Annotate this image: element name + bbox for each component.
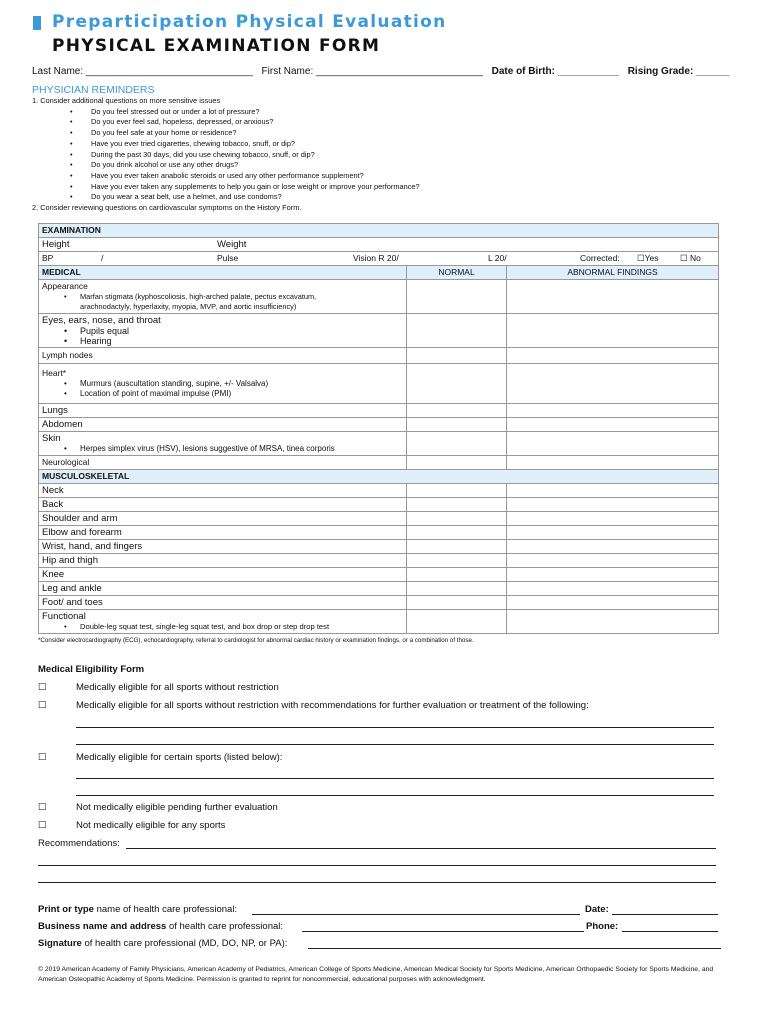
recommendations-label: Recommendations:: [38, 838, 120, 849]
reminder-bullet: • Have you ever tried cigarettes, chewing tobacco, snuff, or dip?: [32, 139, 732, 150]
normal-cell[interactable]: [407, 280, 507, 314]
examination-header: EXAMINATION: [39, 224, 719, 238]
reminders-title: PHYSICIAN REMINDERS: [32, 84, 155, 96]
recommendations-line[interactable]: [38, 882, 716, 883]
date-field[interactable]: [612, 914, 718, 915]
normal-cell[interactable]: [407, 364, 507, 404]
form-title: PHYSICAL EXAMINATION FORM: [52, 36, 381, 56]
heart-cell: [39, 364, 407, 404]
normal-cell[interactable]: [407, 456, 507, 470]
msk-item: Hip and thigh: [39, 554, 407, 568]
msk-item: Shoulder and arm: [39, 512, 407, 526]
functional-cell: [39, 610, 407, 634]
skin-bullet: • Herpes simplex virus (HSV), lesions suggestive of MRSA, tinea corporis: [42, 444, 403, 454]
checkbox-icon[interactable]: ☐: [38, 752, 47, 763]
heart-label: Heart*: [42, 368, 67, 378]
reminder-bullet: • Do you ever feel sad, hopeless, depressed, or anxious?: [32, 117, 732, 128]
abnormal-cell[interactable]: [507, 568, 719, 582]
eligible-certain-option[interactable]: [38, 752, 718, 766]
checkbox-icon: ☐: [680, 253, 688, 263]
yes-label: Yes: [644, 253, 659, 263]
option-label: Not medically eligible for any sports: [76, 820, 226, 831]
abnormal-cell[interactable]: [507, 526, 719, 540]
msk-item: Knee: [39, 568, 407, 582]
abnormal-cell[interactable]: [507, 498, 719, 512]
reminder-bullet: • Do you wear a seat belt, use a helmet, and use condoms?: [32, 192, 732, 203]
msk-item: Leg and ankle: [39, 582, 407, 596]
copyright-notice: © 2019 American Academy of Family Physicians, American Academy of Pediatrics, American College of Sports Medicine, American Medical Society for Sports Medicine, American Orthopaedic Society for Sports Medicine, and American Osteopathic Academy of Sports Medicine. Permission is granted to reprint for noncommercial, educational purposes with acknowledgment.: [38, 966, 714, 983]
checkbox-icon[interactable]: ☐: [38, 682, 47, 693]
functional-bullet: • Double-leg squat test, single-leg squat test, and box drop or step drop test: [42, 622, 403, 632]
msk-header: MUSCULOSKELETAL: [39, 470, 719, 484]
recommendation-line[interactable]: [76, 744, 714, 745]
abnormal-cell[interactable]: [507, 582, 719, 596]
eligible-all-option[interactable]: [38, 682, 718, 696]
functional-label: Functional: [42, 611, 86, 622]
business-label: of health care professional:: [166, 921, 284, 932]
abnormal-header: ABNORMAL FINDINGS: [507, 266, 719, 280]
appearance-cell: [39, 280, 407, 314]
sports-line[interactable]: [76, 778, 714, 779]
business-field[interactable]: [302, 931, 584, 932]
print-label-bold: Print or type: [38, 904, 94, 915]
phone-label: Phone:: [586, 921, 619, 932]
reminder-bullet: • During the past 30 days, did you use chewing tobacco, snuff, or dip?: [32, 150, 732, 161]
normal-cell[interactable]: [407, 314, 507, 348]
signature-field[interactable]: [308, 948, 721, 949]
first-name-field[interactable]: First Name: ______________________________: [261, 66, 483, 77]
abnormal-cell[interactable]: [507, 404, 719, 418]
normal-cell[interactable]: [407, 348, 507, 364]
skin-label: Skin: [42, 433, 61, 444]
normal-cell[interactable]: [407, 610, 507, 634]
date-label: Date:: [585, 904, 609, 915]
skin-cell: [39, 432, 407, 456]
option-label: Medically eligible for all sports without restriction: [76, 682, 279, 693]
heart-bullet: • Murmurs (auscultation standing, supine, +/- Valsalva): [42, 379, 403, 389]
abnormal-cell[interactable]: [507, 540, 719, 554]
heart-bullet: • Location of point of maximal impulse (PMI): [42, 389, 403, 399]
msk-item: Foot/ and toes: [39, 596, 407, 610]
normal-cell[interactable]: [407, 568, 507, 582]
cardiac-footnote: *Consider electrocardiography (ECG), echocardiography, referral to cardiologist for abnormal cardiac history or examination findings, or a combination of those.: [38, 637, 474, 644]
eligibility-title: Medical Eligibility Form: [38, 664, 145, 675]
abnormal-cell[interactable]: [507, 364, 719, 404]
vitals-row[interactable]: [39, 252, 719, 266]
height-weight-row[interactable]: [39, 238, 719, 252]
reminder-bullet: • Do you feel safe at your home or residence?: [32, 128, 732, 139]
msk-item: Wrist, hand, and fingers: [39, 540, 407, 554]
patient-id-line: [32, 66, 730, 77]
abnormal-cell[interactable]: [507, 418, 719, 432]
option-label: Medically eligible for certain sports (listed below):: [76, 752, 283, 763]
eyes-label: Eyes, ears, nose, and throat: [42, 315, 161, 326]
reminder-bullet: • Do you drink alcohol or use any other drugs?: [32, 160, 732, 171]
recommendation-line[interactable]: [76, 727, 714, 728]
normal-cell[interactable]: [407, 582, 507, 596]
eyes-bullet: • Pupils equal: [42, 326, 403, 336]
msk-item: Neck: [39, 484, 407, 498]
normal-cell[interactable]: [407, 596, 507, 610]
lymph-label: Lymph nodes: [39, 348, 407, 364]
no-label: No: [690, 253, 701, 263]
header-accent-bar: [33, 16, 41, 30]
normal-cell[interactable]: [407, 484, 507, 498]
neuro-label: Neurological: [39, 456, 407, 470]
reminder-bullet: • Have you ever taken anabolic steroids or used any other performance supplement?: [32, 171, 732, 182]
grade-field[interactable]: Rising Grade: ______: [627, 66, 730, 77]
abnormal-cell[interactable]: [507, 512, 719, 526]
abnormal-cell[interactable]: [507, 280, 719, 314]
not-eligible-pending-option[interactable]: [38, 802, 718, 816]
option-label: Medically eligible for all sports without restriction with recommendations for further evaluation or treatment of the following:: [76, 700, 589, 711]
weight-label: Weight: [217, 239, 247, 250]
option-label: Not medically eligible pending further evaluation: [76, 802, 278, 813]
normal-cell[interactable]: [407, 404, 507, 418]
reminder-item-2: 2. Consider reviewing questions on cardiovascular symptoms on the History Form.: [32, 203, 302, 213]
abnormal-cell[interactable]: [507, 554, 719, 568]
checkbox-icon[interactable]: ☐: [38, 700, 47, 711]
checkbox-icon[interactable]: ☐: [38, 802, 47, 813]
corrected-no-checkbox[interactable]: [680, 253, 701, 264]
abnormal-cell[interactable]: [507, 596, 719, 610]
signature-label: of health care professional (MD, DO, NP, or PA):: [81, 938, 288, 949]
dob-field[interactable]: Date of Birth: ___________: [491, 66, 619, 77]
normal-cell[interactable]: [407, 512, 507, 526]
examination-table: [38, 223, 719, 634]
appearance-label: Appearance: [42, 281, 88, 291]
normal-cell[interactable]: [407, 540, 507, 554]
normal-cell[interactable]: [407, 418, 507, 432]
corrected-yes-checkbox[interactable]: [637, 253, 659, 264]
recommendations-line[interactable]: [126, 848, 716, 849]
not-eligible-any-option[interactable]: [38, 820, 718, 834]
business-label-bold: Business name and address: [38, 921, 167, 932]
phone-field[interactable]: [622, 931, 718, 932]
print-name-row: [38, 904, 237, 915]
abnormal-cell[interactable]: [507, 610, 719, 634]
corrected-label: Corrected:: [580, 253, 620, 263]
last-name-field[interactable]: Last Name: ______________________________: [32, 66, 253, 77]
abnormal-cell[interactable]: [507, 314, 719, 348]
appearance-bullet-cont: arachnodactyly, hyperlaxity, myopia, MVP, and aortic insufficiency): [80, 301, 297, 311]
business-row: [38, 921, 283, 932]
msk-item: Back: [39, 498, 407, 512]
msk-item: Elbow and forearm: [39, 526, 407, 540]
abnormal-cell[interactable]: [507, 484, 719, 498]
reminder-bullet: • Do you feel stressed out or under a lot of pressure?: [32, 107, 732, 118]
recommendations-line[interactable]: [38, 865, 716, 866]
vision-r-label: Vision R 20/: [353, 253, 399, 263]
eyes-cell: [39, 314, 407, 348]
bp-slash: /: [101, 253, 104, 263]
reminders-list: [32, 96, 732, 214]
normal-cell[interactable]: [407, 498, 507, 512]
checkbox-icon[interactable]: ☐: [38, 820, 47, 831]
eyes-bullet: • Hearing: [42, 336, 403, 346]
normal-cell[interactable]: [407, 554, 507, 568]
print-name-field[interactable]: [252, 914, 580, 915]
pulse-label: Pulse: [217, 253, 239, 263]
signature-label-bold: Signature: [38, 938, 82, 949]
reminder-bullet: • Have you ever taken any supplements to help you gain or lose weight or improve your performance?: [32, 182, 732, 193]
header-title: Preparticipation Physical Evaluation: [52, 12, 447, 32]
signature-row: [38, 938, 287, 949]
lungs-label: Lungs: [39, 404, 407, 418]
eligible-recommendations-option[interactable]: [38, 700, 718, 714]
height-label: Height: [42, 239, 70, 250]
checkbox-icon: ☐: [637, 253, 645, 263]
print-label: name of health care professional:: [93, 904, 238, 915]
normal-cell[interactable]: [407, 526, 507, 540]
sports-line[interactable]: [76, 795, 714, 796]
abnormal-cell[interactable]: [507, 348, 719, 364]
appearance-bullet: • Marfan stigmata (kyphoscoliosis, high-arched palate, pectus excavatum,: [42, 292, 403, 302]
vision-l-label: L 20/: [488, 253, 507, 263]
medical-header: MEDICAL: [39, 266, 407, 280]
abnormal-cell[interactable]: [507, 456, 719, 470]
normal-cell[interactable]: [407, 432, 507, 456]
normal-header: NORMAL: [407, 266, 507, 280]
bp-label: BP: [42, 253, 54, 263]
abdomen-label: Abdomen: [39, 418, 407, 432]
abnormal-cell[interactable]: [507, 432, 719, 456]
reminder-item-1: 1. Consider additional questions on more sensitive issues: [32, 96, 221, 105]
